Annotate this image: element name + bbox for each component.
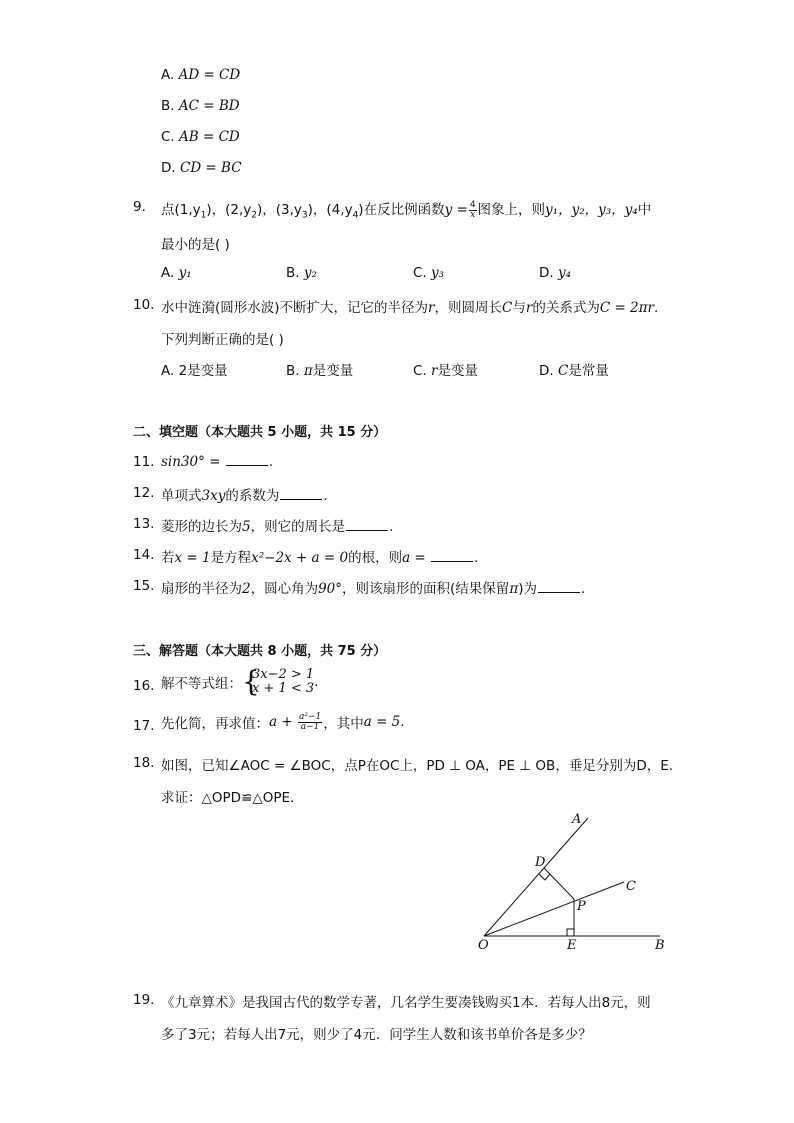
ray-oa — [484, 818, 588, 936]
q14-text: 若x = 1是方程x²−2x + a = 0的根，则a = . — [161, 550, 479, 566]
q13-number: 13. — [133, 516, 155, 532]
q18-number: 18. — [133, 755, 155, 771]
q9-line1: 点$(1,y_1)$，$(2,y_2)$，$(3,y_3)$，$(4,y_4)$在反比例函数y = $\frac{4}{x}$ 图象上，则y₁，y₂，y₃，y₄中 — [161, 199, 652, 221]
q10-option-c: C. r是变量 — [413, 363, 478, 379]
label-o: O — [478, 938, 489, 953]
ray-oc — [484, 882, 624, 936]
q17-number: 17. — [133, 718, 155, 734]
label-e: E — [567, 938, 577, 953]
answer-blank — [226, 453, 268, 466]
q11-text: sin30° = . — [161, 454, 274, 470]
q9-option-d: D. y₄ — [539, 265, 572, 281]
answer-blank — [538, 580, 580, 593]
q15-text: 扇形的半径为2，圆心角为90°，则该扇形的面积(结果保留π)为 . — [161, 581, 586, 597]
q10-option-b: B. π是变量 — [286, 363, 354, 379]
inequality-system: { 3x−2 > 1 x + 1 < 3 — [242, 665, 315, 698]
q10-line1: 水中涟漪(圆形水波)不断扩大，记它的半径为r，则圆周长C与r的关系式为C = 2πr. — [161, 300, 659, 316]
section-fill-in-title: 二、填空题（本大题共 5 小题，共 15 分） — [133, 425, 387, 440]
q9-option-c: C. y₃ — [413, 265, 445, 281]
q12-text: 单项式3xy的系数为 . — [161, 488, 328, 504]
q16-text: 解不等式组： { 3x−2 > 1 x + 1 < 3 . — [161, 665, 319, 698]
brace-icon: { — [242, 665, 260, 698]
q11-number: 11. — [133, 454, 155, 470]
answer-blank — [280, 487, 322, 500]
label-a: A — [572, 812, 582, 827]
q17-fraction: $\frac{\text{a²−1}}{a-1}$ — [298, 711, 322, 732]
answer-blank — [346, 518, 388, 531]
q9-option-a: A. y₁ — [161, 265, 192, 281]
q13-text: 菱形的边长为5，则它的周长是 . — [161, 519, 394, 535]
q9-option-b: B. y₂ — [286, 265, 317, 281]
q8-option-d: D. CD = BC — [161, 160, 242, 176]
q10-number: 10. — [133, 297, 155, 313]
q19-line1: 《九章算术》是我国古代的数学专著，几名学生要凑钱购买1本．若每人出8元，则 — [161, 995, 651, 1011]
q18-line1: 如图，已知∠AOC = ∠BOC，点P在OC上，PD ⊥ OA，PE ⊥ OB，垂足分别为D，E. — [161, 758, 674, 774]
q14-number: 14. — [133, 547, 155, 563]
q8-option-a: A. AD = CD — [161, 67, 241, 83]
right-angle-mark-e — [567, 929, 574, 936]
q9-line2: 最小的是( ) — [161, 237, 230, 253]
q17-text: 先化简，再求值：a + $\frac{\text{a²−1}}{a-1}$ ，其中a = 5. — [161, 711, 405, 732]
segment-pd — [544, 868, 574, 899]
q12-number: 12. — [133, 485, 155, 501]
label-p: P — [577, 899, 586, 914]
section-solutions-title: 三、解答题（本大题共 8 小题，共 75 分） — [133, 644, 387, 659]
q9-number: 9. — [133, 199, 146, 215]
q19-number: 19. — [133, 992, 155, 1008]
q19-line2: 多了3元；若每人出7元，则少了4元．问学生人数和该书单价各是多少？ — [161, 1027, 592, 1043]
label-b: B — [655, 938, 665, 953]
q18-line2: 求证：△OPD≌△OPE. — [161, 790, 295, 806]
q15-number: 15. — [133, 578, 155, 594]
q9-fraction: $\frac{4}{x}$ — [469, 199, 476, 220]
q16-number: 16. — [133, 678, 155, 694]
q8-option-c: C. AB = CD — [161, 129, 240, 145]
q10-option-a: A. 2是变量 — [161, 363, 228, 379]
label-d: D — [535, 855, 546, 870]
q10-line2: 下列判断正确的是( ) — [161, 332, 284, 348]
right-angle-mark-d — [539, 874, 550, 880]
label-c: C — [626, 879, 636, 894]
answer-blank — [431, 549, 473, 562]
q8-option-b: B. AC = BD — [161, 98, 240, 114]
q10-option-d: D. C是常量 — [539, 363, 609, 379]
